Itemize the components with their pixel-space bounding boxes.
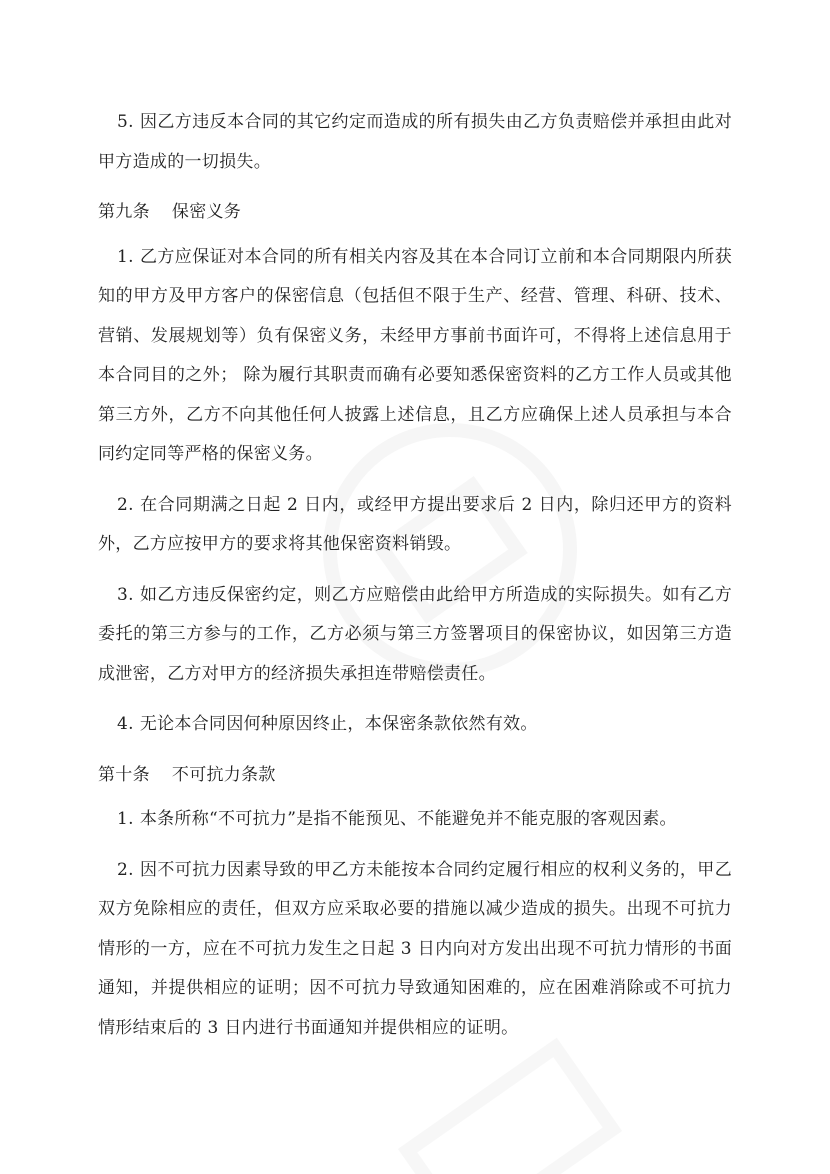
item-text: 因不可抗力因素导致的甲乙方未能按本合同约定履行相应的权利义务的，甲乙双方免除相应的责任，但双方应采取必要的措施以减少造成的损失。出现不可抗力情形的一方，应在不可抗力发生之日起 3 日内向对方发出出现不可抗力情形的书面通知，并提供相应的证明；因不可抗力导致通知困难的，应在困难消除或不可抗力情形结束后的 3 日内进行书面通知并提供相应的证明。 bbox=[98, 859, 732, 1038]
item-number: 2. bbox=[117, 494, 134, 515]
clause-item bbox=[98, 103, 732, 182]
section-title: 保密义务 bbox=[171, 202, 242, 222]
item-number: 1. bbox=[117, 246, 134, 267]
clause-item bbox=[98, 576, 732, 695]
item-text: 因乙方违反本合同的其它约定而造成的所有损失由乙方负责赔偿并承担由此对甲方造成的一切损失。 bbox=[98, 112, 732, 172]
section-label: 第九条 bbox=[98, 202, 150, 222]
section-heading bbox=[98, 756, 732, 796]
item-number: 1. bbox=[117, 809, 134, 829]
item-number: 2. bbox=[117, 859, 134, 880]
item-number: 4. bbox=[117, 714, 134, 734]
clause-item bbox=[98, 800, 732, 840]
clause-item bbox=[98, 486, 732, 565]
item-text: 在合同期满之日起 2 日内，或经甲方提出要求后 2 日内，除归还甲方的资料外，乙方应按甲方的要求将其他保密资料销毁。 bbox=[98, 494, 732, 554]
item-number: 5. bbox=[117, 112, 134, 132]
item-text: 乙方应保证对本合同的所有相关内容及其在本合同订立前和本合同期限内所获知的甲方及甲方客户的保密信息（包括但不限于生产、经营、管理、科研、技术、营销、发展规划等）负有保密义务，未经甲方事前书面许可，不得将上述信息用于本合同目的之外； 除为履行其职责而确有必要知悉保密资料的乙方工作人员或其他第三方外，乙方不向其他任何人披露上述信息，且乙方应确保上述人员承担与本合同约定同等严格的保密义务。 bbox=[98, 246, 732, 464]
item-text: 本条所称“不可抗力”是指不能预见、不能避免并不能克服的客观因素。 bbox=[139, 809, 677, 829]
clause-item bbox=[98, 238, 732, 475]
item-text: 无论本合同因何种原因终止，本保密条款依然有效。 bbox=[139, 714, 538, 734]
item-text: 如乙方违反保密约定，则乙方应赔偿由此给甲方所造成的实际损失。如有乙方委托的第三方参与的工作，乙方必须与第三方签署项目的保密协议，如因第三方造成泄密，乙方对甲方的经济损失承担连带赔偿责任。 bbox=[98, 584, 732, 684]
section-title: 不可抗力条款 bbox=[171, 764, 276, 785]
item-number: 3. bbox=[117, 584, 134, 605]
document-body bbox=[98, 103, 732, 1059]
clause-item bbox=[98, 705, 732, 745]
clause-item bbox=[98, 851, 732, 1049]
section-heading bbox=[98, 193, 732, 233]
section-label: 第十条 bbox=[98, 764, 150, 785]
